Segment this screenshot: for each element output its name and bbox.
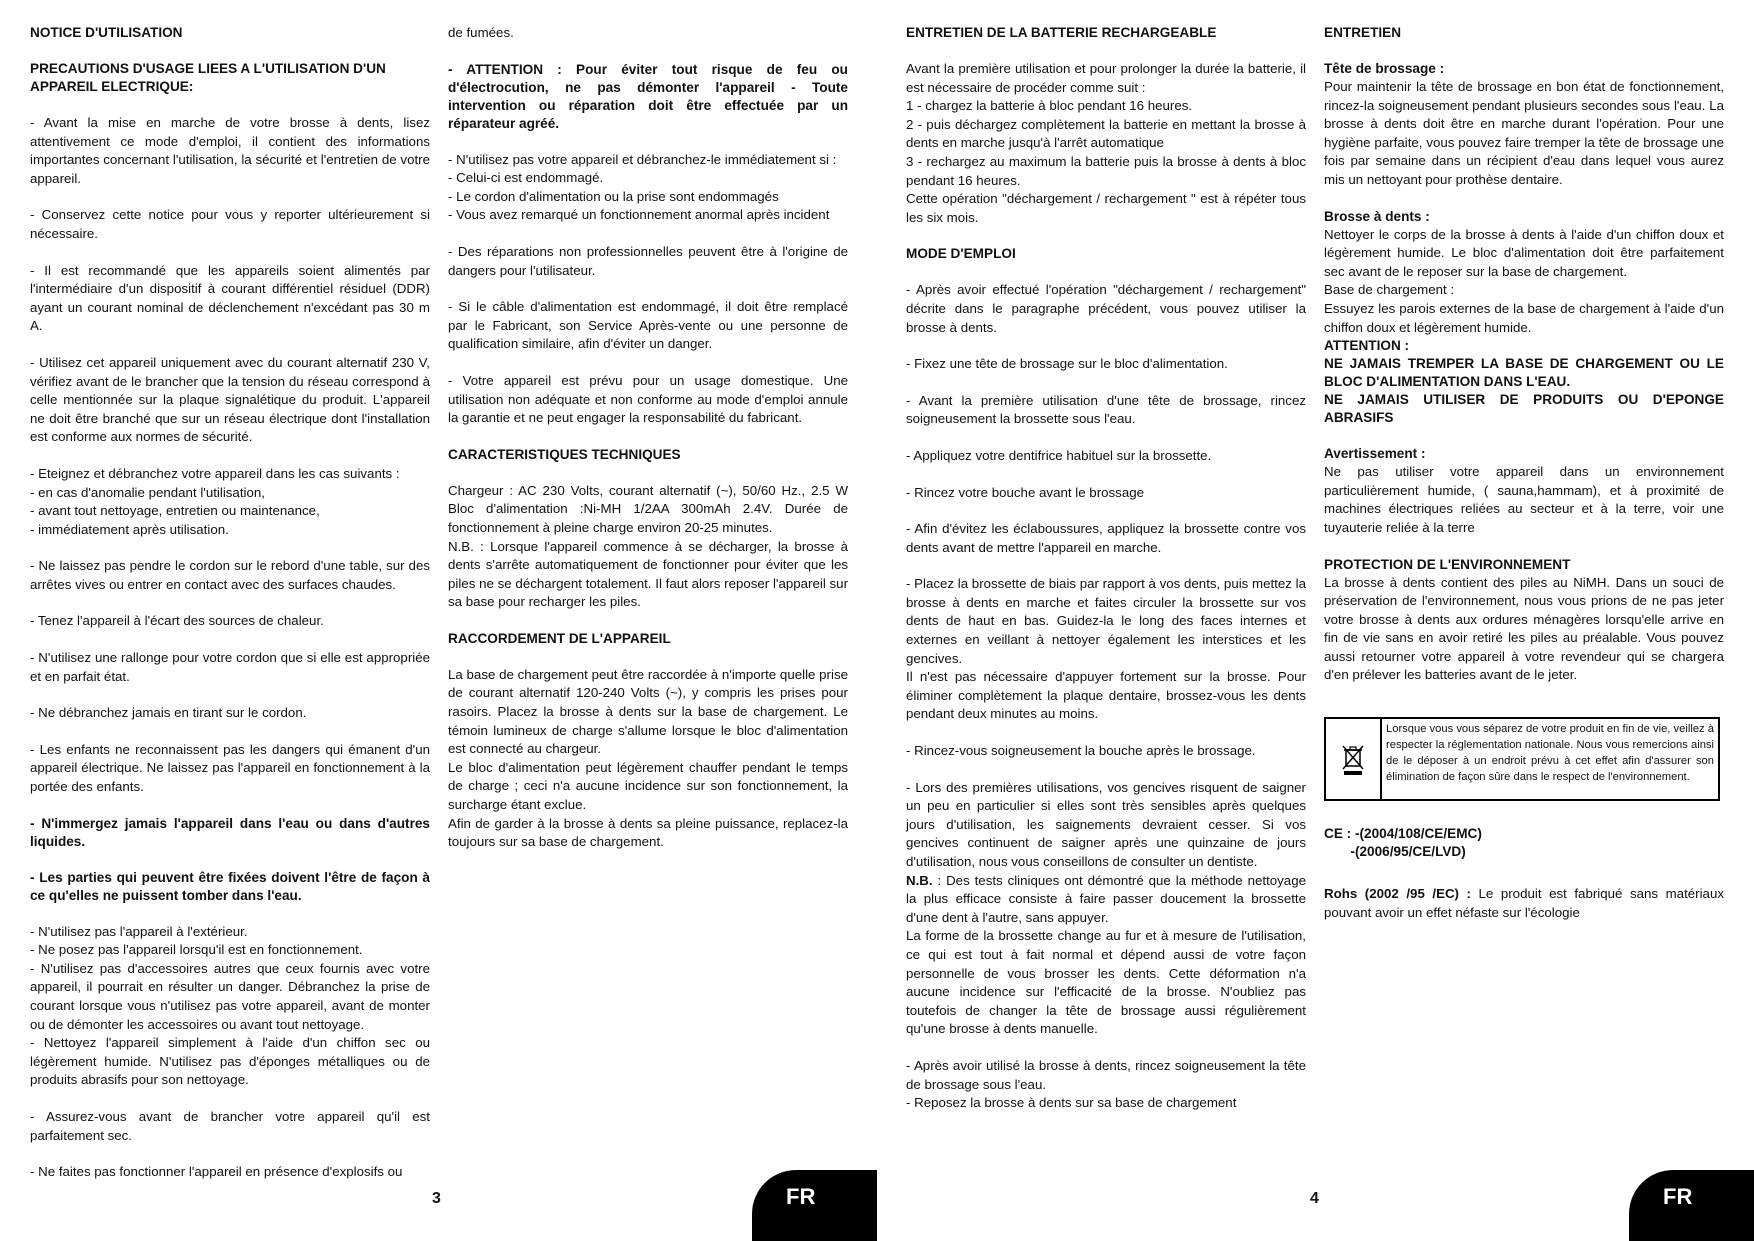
warning-heading: Avertissement : xyxy=(1324,446,1426,462)
paragraph: La forme de la brossette change au fur et à mesure de l'utilisation, ce qui est tout à fait normal et dépend aussi de votre façon personnelle de vous brosser les dents. Cette déformation n'a aucune incidence sur l'efficacité de la brosse. N'oubliez pas toutefois de changer la tête de brossage aussi régulièrement qu'une brosse à dents manuelle. xyxy=(906,928,1306,1037)
nb-text: : Des tests cliniques ont démontré que la méthode nettoyage la plus efficace consiste à faire passer doucement la brossette d'une dent à l'autre, sans appuyer. xyxy=(906,872,1306,925)
brush-head-heading: Tête de brossage : xyxy=(1324,61,1445,76)
language-tab: FR xyxy=(1629,1170,1754,1241)
environment-heading: PROTECTION DE L'ENVIRONNEMENT xyxy=(1324,556,1571,572)
nb-label: N.B. xyxy=(906,872,933,888)
bold-warning: - N'immergez jamais l'appareil dans l'eau ou dans d'autres liquides. xyxy=(30,815,430,849)
paragraph: - Utilisez cet appareil uniquement avec du courant alternatif 230 V, vérifiez avant de le brancher que la tension du réseau correspond à celle mentionnée sur la plaque signalétique du produit. L'appareil ne doit être branché que sur un réseau électrique dont l'installation est conforme aux normes de sécurité. xyxy=(30,354,430,445)
page-number: 3 xyxy=(432,1190,441,1207)
paragraph: - Avant la mise en marche de votre brosse à dents, lisez attentivement ce mode d'emploi, il contient des informations importantes concernant l'utilisation, la sécurité et l'entretien de votre appareil. xyxy=(30,115,430,186)
connection-heading: RACCORDEMENT DE L'APPAREIL xyxy=(448,630,671,646)
paragraph: Ne pas utiliser votre appareil dans un environnement particulièrement humide, ( sauna,hammam), et à proximité de machines électriques reliées au secteur et à la terre, voir une tuyauterie reliée à la terre xyxy=(1324,464,1724,535)
paragraph: - Après avoir effectué l'opération "déchargement / rechargement" décrite dans le paragraphe précédent, vous pouvez utiliser la brosse à dents. xyxy=(906,282,1306,335)
page4-column-right xyxy=(1324,24,1724,940)
paragraph: - Placez la brossette de biais par rapport à vos dents, puis mettez la brosse à dents en marche et faites circuler la brossette sur vos dents de haut en bas. Guidez-la le long des faces internes et externes en veillant à nettoyer également les interstices et les gencives. Il n'est pas nécessaire d'appuyer fortement sur la brosse. Pour éliminer complètement la plaque dentaire, brossez-vous les dents pendant deux minutes au moins. xyxy=(906,576,1306,722)
paragraph: - Ne débranchez jamais en tirant sur le cordon. xyxy=(30,705,307,721)
technical-specs-heading: CARACTERISTIQUES TECHNIQUES xyxy=(448,446,681,462)
paragraph: - Conservez cette notice pour vous y reporter ultérieurement si nécessaire. xyxy=(30,207,430,241)
weee-notice-box xyxy=(1324,717,1720,801)
paragraph: - Lors des premières utilisations, vos gencives risquent de saigner un peu en particulier si elles sont très sensibles après quelques jours d'utilisation, les saignements devraient cesser. Si vos gencives continuent de saigner après une quinzaine de jours d'utilisation, nous vous conseillons de consulter un dentiste. xyxy=(906,779,1306,869)
maintenance-heading: ENTRETIEN xyxy=(1324,25,1402,40)
page-number: 4 xyxy=(1310,1190,1319,1207)
crossed-bin-icon xyxy=(1326,719,1382,799)
attention-block: ATTENTION : NE JAMAIS TREMPER LA BASE DE CHARGEMENT OU LE BLOC D'ALIMENTATION DANS L'EAU. NE JAMAIS UTILISER DE PRODUITS OU D'EPONGE ABRASIFS xyxy=(1324,338,1724,426)
paragraph: La brosse à dents contient des piles au NiMH. Dans un souci de préservation de l'environnement, nous vous prions de ne pas jeter votre brosse à dents aux ordures ménagères lorsqu'elle arrive en fin de vie sans en avoir retiré les piles au préalable. Vous pouvez aussi retourner votre appareil à votre revendeur qui se chargera d'en prélever les batteries avant de le jeter. xyxy=(1324,574,1724,683)
rohs-paragraph xyxy=(1324,885,1724,922)
page3-column-left xyxy=(30,24,430,1200)
rohs-text: Le produit est fabriqué sans matériaux pouvant avoir un effet néfaste sur l'écologie xyxy=(1324,886,1724,920)
rohs-label: Rohs (2002 /95 /EC) : xyxy=(1324,886,1471,902)
paragraph: - Si le câble d'alimentation est endommagé, il doit être remplacé par le Fabricant, son Service Après-vente ou une personne de qualification similaire, afin d'éviter un danger. xyxy=(448,299,848,352)
battery-heading: ENTRETIEN DE LA BATTERIE RECHARGEABLE xyxy=(906,25,1217,40)
battery-text: Avant la première utilisation et pour prolonger la durée la batterie, il est nécessaire de procéder comme suit : 1 - chargez la batterie à bloc pendant 16 heures. 2 - puis déchargez complètement la batterie en mettant la brosse à dents en marche jusqu'à l'arrêt automatique 3 - rechargez au maximum la batterie puis la brosse à dents à bloc pendant 16 heures. Cette opération "déchargement / rechargement " est à répéter tous les six mois. xyxy=(906,61,1306,225)
page3-column-right xyxy=(448,24,848,870)
paragraph: Nettoyer le corps de la brosse à dents à l'aide d'un chiffon doux et légèrement humide. Le bloc d'alimentation doit être parfaitement sec avant de le reposer sur la base de chargement. Base de chargement : Essuyez les parois externes de la base de chargement à l'aide d'un chiffon doux et légèrement humide. xyxy=(1324,226,1724,335)
paragraph: - Eteignez et débranchez votre appareil dans les cas suivants : - en cas d'anomalie pendant l'utilisation, - avant tout nettoyage, entretien ou maintenance, - immédiatement après utilisation. xyxy=(30,465,400,537)
paragraph: - Appliquez votre dentifrice habituel sur la brossette. xyxy=(906,447,1212,463)
nb-paragraph xyxy=(906,872,1306,928)
paragraph: - Votre appareil est prévu pour un usage domestique. Une utilisation non adéquate et non conforme au mode d'emploi annule la garantie et ne peut engager la responsabilité du fabricant. xyxy=(448,372,848,426)
page4-column-left xyxy=(906,24,1306,1131)
paragraph: - Les enfants ne reconnaissent pas les dangers qui émanent d'un appareil électrique. Ne laissez pas l'appareil en fonctionnement à la portée des enfants. xyxy=(30,741,430,795)
paragraph: - Ne faites pas fonctionner l'appareil en présence d'explosifs ou xyxy=(30,1164,403,1180)
ce-marking: CE : -(2004/108/CE/EMC) -(2006/95/CE/LVD) xyxy=(1324,826,1482,860)
paragraph: - Après avoir utilisé la brosse à dents, rincez soigneusement la tête de brossage sous l'eau. - Reposez la brosse à dents sur sa base de chargement xyxy=(906,1057,1306,1111)
paragraph: - Ne laissez pas pendre le cordon sur le rebord d'une table, sur des arrêtes vives ou entrer en contact avec des surfaces chaudes. xyxy=(30,558,430,592)
paragraph: de fumées. xyxy=(448,25,514,40)
usage-heading: MODE D'EMPLOI xyxy=(906,246,1016,262)
toothbrush-heading: Brosse à dents : xyxy=(1324,208,1430,224)
paragraph: - N'utilisez pas votre appareil et débranchez-le immédiatement si : - Celui-ci est endommagé. - Le cordon d'alimentation ou la prise sont endommagés - Vous avez remarqué un fonctionnement anormal après incident xyxy=(448,151,837,223)
paragraph: - N'utilisez une rallonge pour votre cordon que si elle est appropriée et en parfait état. xyxy=(30,650,430,684)
paragraph: Pour maintenir la tête de brossage en bon état de fonctionnement, rincez-la soigneusement pendant plusieurs secondes sous l'eau. La brosse à dents doit être en marche durant l'opération. Pour une hygiène parfaite, vous pouvez faire tremper la tête de brossage une fois par semaine dans un récipient d'eau dans lequel vous aurez mis un nettoyant pour prothèse dentaire. xyxy=(1324,79,1724,187)
paragraph: - Assurez-vous avant de brancher votre appareil qu'il est parfaitement sec. xyxy=(30,1108,430,1143)
paragraph: - Tenez l'appareil à l'écart des sources de chaleur. xyxy=(30,613,324,629)
connection-text: La base de chargement peut être raccordée à n'importe quelle prise de courant alternatif 120-240 Volts (~), y compris les prises pour rasoirs. Placez la brosse à dents sur la base de chargement. Le témoin lumineux de charge s'allume lorsque le bloc d'alimentation est connecté au chargeur. Le bloc d'alimentation peut légèrement chauffer pendant le temps de charge ; ceci n'a aucune incidence sur son fonctionnement, la surcharge étant exclue. Afin de garder à la brosse à dents sa pleine puissance, replacez-la toujours sur sa base de chargement. xyxy=(448,666,848,850)
paragraph: - Rincez-vous soigneusement la bouche après le brossage. xyxy=(906,743,1256,759)
paragraph: - Rincez votre bouche avant le brossage xyxy=(906,484,1144,500)
technical-specs-text: Chargeur : AC 230 Volts, courant alternatif (~), 50/60 Hz., 2.5 W Bloc d'alimentation :Ni-MH 1/2AA 300mAh 2.4V. Durée de fonctionnement à pleine charge environ 20-25 minutes. N.B. : Lorsque l'appareil commence à se décharger, la brosse à dents s'arrête automatiquement de fonctionner pour éviter que les piles ne se déchargent totalement. Il faut alors reposer l'appareil sur sa base pour recharger les piles. xyxy=(448,482,848,610)
notice-title: NOTICE D'UTILISATION xyxy=(30,25,183,40)
bold-warning: - Les parties qui peuvent être fixées doivent l'être de façon à ce qu'elles ne puissent tomber dans l'eau. xyxy=(30,869,430,903)
paragraph: - Il est recommandé que les appareils soient alimentés par l'intermédiaire d'un dispositif à courant différentiel résiduel (DDR) ayant un courant nominal de déclenchement n'excédant pas 30 m A. xyxy=(30,262,430,334)
paragraph: - Avant la première utilisation d'une tête de brossage, rincez soigneusement la brossette sous l'eau. xyxy=(906,392,1306,427)
attention-warning: - ATTENTION : Pour éviter tout risque de feu ou d'électrocution, ne pas démonter l'appareil - Toute intervention ou réparation doit être effectuée par un réparateur agréé. xyxy=(448,61,848,131)
weee-text: Lorsque vous vous séparez de votre produit en fin de vie, veillez à respecter la réglementation nationale. Nous vous remercions ainsi de le déposer à un endroit prévu à cet effet afin d'assurer son élimination de façon sûre dans le respect de l'environnement. xyxy=(1386,723,1714,784)
paragraph: - Afin d'évitez les éclaboussures, appliquez la brossette contre vos dents avant de mettre l'appareil en marche. xyxy=(906,521,1306,555)
language-tab: FR xyxy=(752,1170,877,1241)
precautions-heading: PRECAUTIONS D'USAGE LIEES A L'UTILISATION D'UN APPAREIL ELECTRIQUE: xyxy=(30,61,386,94)
paragraph: - Fixez une tête de brossage sur le bloc d'alimentation. xyxy=(906,356,1228,372)
paragraph: - N'utilisez pas l'appareil à l'extérieur. - Ne posez pas l'appareil lorsqu'il est en fonctionnement. - N'utilisez pas d'accessoires autres que ceux fournis avec votre appareil, il pourrait en résulter un danger. Débranchez la prise de courant lorsque vous n'utilisez pas votre appareil, avant de monter ou de démonter les accessoires ou avant tout nettoyage. - Nettoyez l'appareil simplement à l'aide d'un chiffon sec ou légèrement humide. N'utilisez pas d'éponges métalliques ou de produits abrasifs pour son nettoyage. xyxy=(30,923,430,1088)
paragraph: - Des réparations non professionnelles peuvent être à l'origine de dangers pour l'utilisateur. xyxy=(448,243,848,278)
